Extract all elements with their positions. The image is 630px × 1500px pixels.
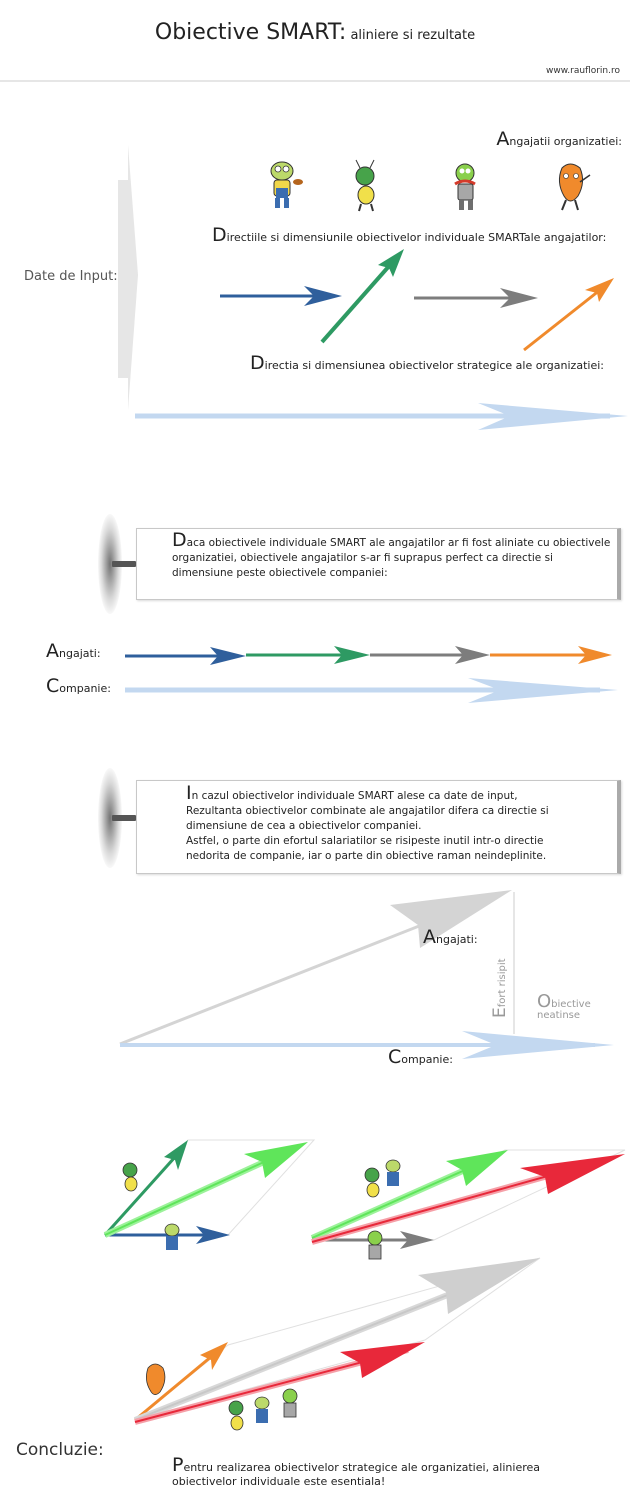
monster-small-green-1-icon (123, 1163, 137, 1191)
monster-green-icon (356, 160, 374, 211)
aligned-arrow-grey (370, 646, 490, 664)
individual-arrow-blue (220, 286, 342, 306)
monster-yellow-icon (271, 162, 303, 208)
aligned-arrow-green (246, 646, 370, 664)
monster-small-green-2-icon (365, 1168, 379, 1197)
unmet-objectives-label: Obiective neatinse (537, 991, 591, 1021)
aligned-employees-label: Angajati: (46, 640, 101, 662)
resultant-employees-label: Angajati: (423, 926, 478, 948)
vector-sum-bottom (135, 1258, 540, 1422)
title-colon: : (338, 20, 347, 45)
input-big-arrow-shape (118, 145, 138, 410)
monster-small-yellow-2-icon (386, 1160, 400, 1186)
monster-orange-icon (559, 164, 590, 210)
resultant-employees-arrow (120, 890, 512, 1044)
strategic-arrow-light-blue (135, 403, 628, 430)
monster-grey-icon (455, 164, 475, 210)
vector-sum-middle (312, 1150, 625, 1249)
wasted-effort-label: Efort risipit (490, 958, 510, 1018)
individual-arrow-orange (524, 278, 614, 350)
misalignment-note-text: In cazul obiectivelor individuale SMART alese ca date de input, Rezultanta obiectivelor combinate ale angajatilor difera ca directie si dimensiune de cea a obiectivelor companiei. Astfel, o parte din efortul salariatilor se risipeste inutil intr-o directie nedorita de companie, iar o parte din obiective raman neindeplinite. (186, 782, 549, 862)
title-main: Obiective SMART (154, 20, 339, 45)
monster-small-yellow-1-icon (165, 1224, 179, 1250)
aligned-company-arrow (125, 678, 618, 703)
company-objective-arrow (120, 1031, 614, 1059)
title-subtitle: aliniere si rezultate (346, 28, 476, 43)
site-url[interactable]: www.rauflorin.ro (546, 66, 620, 76)
individual-objectives-label: Directiile si dimensiunile obiectivelor individuale SMARTale angajatilor: (212, 224, 607, 246)
conclusion-label: Concluzie: (16, 1440, 104, 1460)
individual-arrow-grey (414, 288, 538, 308)
resultant-company-label: Companie: (388, 1046, 453, 1068)
employees-label: Angajatii organizatiei: (496, 128, 622, 150)
aligned-company-label: Companie: (46, 675, 111, 697)
monster-small-orange-icon (146, 1364, 165, 1395)
conclusion-text: Pentru realizarea obiectivelor strategice ale organizatiei, alinierea obiectivelor individuale este esentiala! (172, 1454, 540, 1488)
monster-small-grey-icon (368, 1231, 382, 1259)
alignment-note-text: Daca obiectivele individuale SMART ale angajatilor ar fi fost aliniate cu obiectivele organizatiei, obiectivele angajatilor s-ar fi suprapus perfect ca directie si dimensiune peste obiectivele companiei: (172, 529, 611, 579)
note-connector (112, 561, 136, 567)
note-connector-2 (112, 815, 136, 821)
strategic-objectives-label: Directia si dimensiunea obiectivelor strategice ale organizatiei: (250, 352, 604, 374)
aligned-arrow-blue (125, 647, 246, 665)
vector-sum-left (105, 1140, 314, 1244)
input-data-label: Date de Input: (24, 269, 118, 284)
aligned-arrow-orange (490, 646, 612, 664)
